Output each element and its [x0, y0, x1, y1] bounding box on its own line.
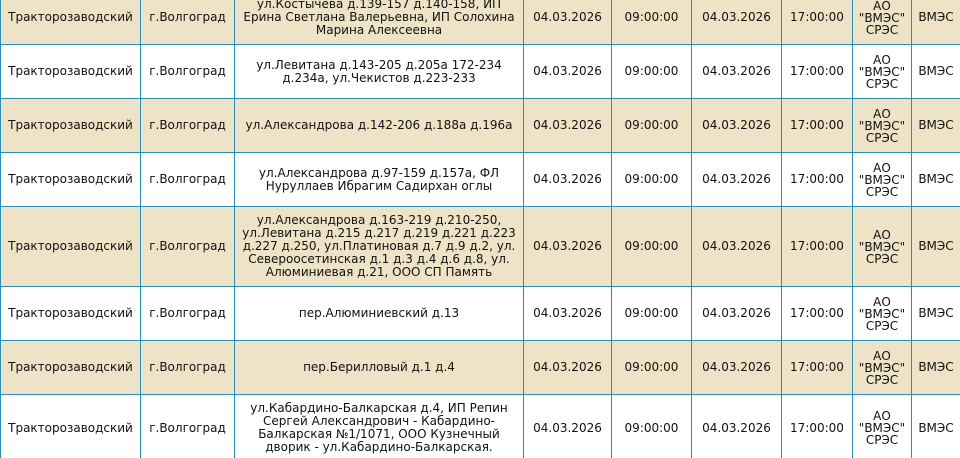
start-time-cell: 09:00:00 — [612, 99, 692, 153]
start-time-cell: 09:00:00 — [612, 0, 692, 45]
network-cell: ВМЭС — [912, 153, 960, 207]
end-date-cell: 04.03.2026 — [692, 395, 782, 458]
start-time-cell: 09:00:00 — [612, 207, 692, 287]
start-time-cell: 09:00:00 — [612, 287, 692, 341]
address-cell: ул.Александрова д.97-159 д.157а, ФЛ Нуруллаев Ибрагим Садирхан оглы — [235, 153, 524, 207]
start-date-cell: 04.03.2026 — [524, 0, 612, 45]
city-cell: г.Волгоград — [141, 45, 235, 99]
organization-cell: АО "ВМЭС" СРЭС — [853, 207, 912, 287]
address-cell: ул.Кабардино-Балкарская д.4, ИП Репин Сергей Александрович - Кабардино-Балкарская №1/1071, ООО Кузнечный дворик - ул.Кабардино-Балкарская. — [235, 395, 524, 458]
city-cell: г.Волгоград — [141, 395, 235, 458]
start-time-cell: 09:00:00 — [612, 341, 692, 395]
district-cell: Тракторозаводский — [1, 395, 141, 458]
district-cell: Тракторозаводский — [1, 0, 141, 45]
network-cell: ВМЭС — [912, 287, 960, 341]
district-cell: Тракторозаводский — [1, 287, 141, 341]
end-date-cell: 04.03.2026 — [692, 45, 782, 99]
address-cell: ул.Костычева д.139-157 д.140-158, ИП Ерина Светлана Валерьевна, ИП Солохина Марина Алексеевна — [235, 0, 524, 45]
network-cell: ВМЭС — [912, 99, 960, 153]
address-cell: ул.Александрова д.163-219 д.210-250, ул.Левитана д.215 д.217 д.219 д.221 д.223 д.227 д.250, ул.Платиновая д.7 д.9 д.2, ул. Североосетинская д.1 д.3 д.4 д.6 д.8, ул. Алюминиевая д.21, ООО СП Память — [235, 207, 524, 287]
table-row — [1, 207, 960, 287]
city-cell: г.Волгоград — [141, 99, 235, 153]
table-row — [1, 99, 960, 153]
end-date-cell: 04.03.2026 — [692, 0, 782, 45]
organization-cell: АО "ВМЭС" СРЭС — [853, 0, 912, 45]
start-date-cell: 04.03.2026 — [524, 207, 612, 287]
district-cell: Тракторозаводский — [1, 45, 141, 99]
organization-cell: АО "ВМЭС" СРЭС — [853, 153, 912, 207]
end-time-cell: 17:00:00 — [782, 45, 853, 99]
address-cell: пер.Берилловый д.1 д.4 — [235, 341, 524, 395]
table-row — [1, 395, 960, 458]
end-time-cell: 17:00:00 — [782, 99, 853, 153]
organization-cell: АО "ВМЭС" СРЭС — [853, 341, 912, 395]
table-row — [1, 45, 960, 99]
table-row — [1, 341, 960, 395]
network-cell: ВМЭС — [912, 0, 960, 45]
city-cell: г.Волгоград — [141, 0, 235, 45]
district-cell: Тракторозаводский — [1, 207, 141, 287]
start-date-cell: 04.03.2026 — [524, 99, 612, 153]
city-cell: г.Волгоград — [141, 153, 235, 207]
end-time-cell: 17:00:00 — [782, 153, 853, 207]
network-cell: ВМЭС — [912, 207, 960, 287]
address-cell: ул.Левитана д.143-205 д.205а 172-234 д.234а, ул.Чекистов д.223-233 — [235, 45, 524, 99]
organization-cell: АО "ВМЭС" СРЭС — [853, 287, 912, 341]
end-date-cell: 04.03.2026 — [692, 207, 782, 287]
district-cell: Тракторозаводский — [1, 153, 141, 207]
district-cell: Тракторозаводский — [1, 341, 141, 395]
city-cell: г.Волгоград — [141, 207, 235, 287]
end-date-cell: 04.03.2026 — [692, 153, 782, 207]
start-date-cell: 04.03.2026 — [524, 153, 612, 207]
end-time-cell: 17:00:00 — [782, 341, 853, 395]
network-cell: ВМЭС — [912, 395, 960, 458]
end-date-cell: 04.03.2026 — [692, 287, 782, 341]
end-time-cell: 17:00:00 — [782, 207, 853, 287]
table-row — [1, 0, 960, 45]
organization-cell: АО "ВМЭС" СРЭС — [853, 45, 912, 99]
organization-cell: АО "ВМЭС" СРЭС — [853, 395, 912, 458]
network-cell: ВМЭС — [912, 45, 960, 99]
district-cell: Тракторозаводский — [1, 99, 141, 153]
start-date-cell: 04.03.2026 — [524, 341, 612, 395]
start-date-cell: 04.03.2026 — [524, 287, 612, 341]
city-cell: г.Волгоград — [141, 287, 235, 341]
end-date-cell: 04.03.2026 — [692, 99, 782, 153]
address-cell: ул.Александрова д.142-206 д.188а д.196а — [235, 99, 524, 153]
start-time-cell: 09:00:00 — [612, 153, 692, 207]
end-date-cell: 04.03.2026 — [692, 341, 782, 395]
end-time-cell: 17:00:00 — [782, 0, 853, 45]
table-row — [1, 287, 960, 341]
network-cell: ВМЭС — [912, 341, 960, 395]
start-date-cell: 04.03.2026 — [524, 45, 612, 99]
end-time-cell: 17:00:00 — [782, 395, 853, 458]
start-time-cell: 09:00:00 — [612, 45, 692, 99]
start-time-cell: 09:00:00 — [612, 395, 692, 458]
start-date-cell: 04.03.2026 — [524, 395, 612, 458]
city-cell: г.Волгоград — [141, 341, 235, 395]
organization-cell: АО "ВМЭС" СРЭС — [853, 99, 912, 153]
address-cell: пер.Алюминиевский д.13 — [235, 287, 524, 341]
end-time-cell: 17:00:00 — [782, 287, 853, 341]
table-row — [1, 153, 960, 207]
